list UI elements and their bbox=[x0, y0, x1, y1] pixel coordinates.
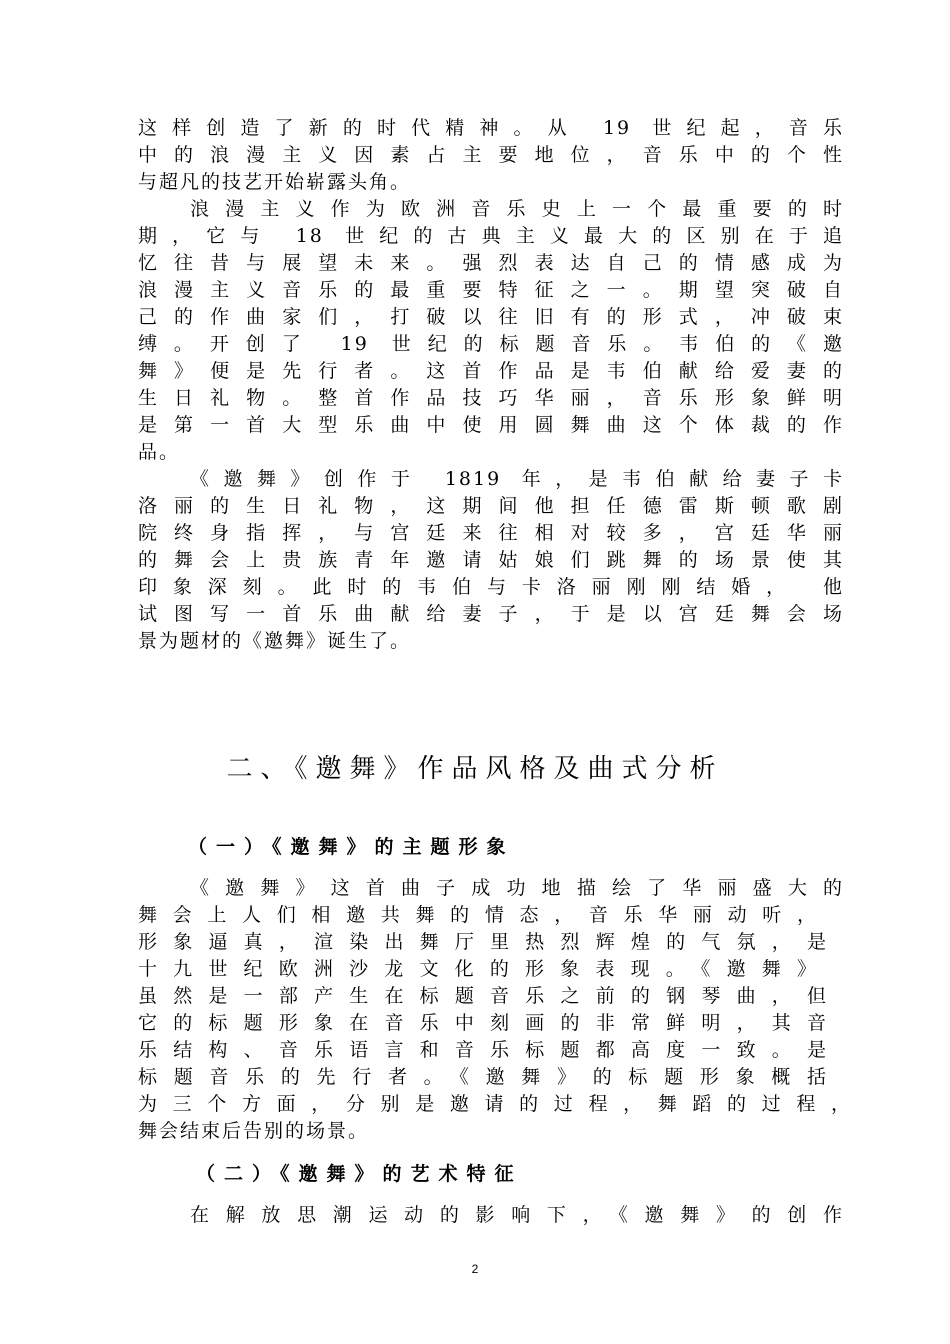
body-text-line: 《邀舞》创作于 1819 年，是韦伯献给妻子卡 bbox=[190, 468, 844, 490]
body-text-line: 品。 bbox=[138, 441, 181, 463]
body-text-line: 浪漫主义音乐的最重要特征之一。期望突破自 bbox=[138, 279, 844, 301]
body-text-line: 这样创造了新的时代精神。从 19 世纪起，音乐 bbox=[138, 117, 844, 139]
body-text-line: 《邀舞》这首曲子成功地描绘了华丽盛大的 bbox=[190, 877, 844, 899]
section-heading: 二、《邀舞》作品风格及曲式分析 bbox=[226, 754, 724, 784]
body-text-line: 中的浪漫主义因素占主要地位，音乐中的个性 bbox=[138, 144, 844, 166]
body-text-line: 试图写一首乐曲献给妻子，于是以宫廷舞会场 bbox=[138, 603, 844, 625]
body-text-line: 缚。开创了 19 世纪的标题音乐。韦伯的《邀 bbox=[138, 333, 844, 355]
body-text-line: 十九世纪欧洲沙龙文化的形象表现。《邀舞》 bbox=[138, 958, 818, 980]
body-text-line: 标题音乐的先行者。《邀舞》的标题形象概括 bbox=[138, 1066, 828, 1088]
subsection-heading: （一）《邀舞》的主题形象 bbox=[188, 836, 515, 858]
page-number: 2 bbox=[471, 1262, 479, 1276]
body-text-line: 忆往昔与展望未来。强烈表达自己的情感成为 bbox=[138, 252, 844, 274]
body-text-line: 期，它与 18 世纪的古典主义最大的区别在于追 bbox=[138, 225, 844, 247]
body-text-line: 为三个方面，分别是邀请的过程，舞蹈的过程， bbox=[138, 1093, 852, 1115]
body-text-line: 虽然是一部产生在标题音乐之前的钢琴曲，但 bbox=[138, 985, 828, 1007]
body-text-line: 的舞会上贵族青年邀请姑娘们跳舞的场景使其 bbox=[138, 549, 844, 571]
body-text-line: 在解放思潮运动的影响下，《邀舞》的创作 bbox=[190, 1204, 844, 1226]
body-text-line: 舞会结束后告别的场景。 bbox=[138, 1120, 370, 1142]
body-text-line: 洛丽的生日礼物，这期间他担任德雷斯顿歌剧 bbox=[138, 495, 844, 517]
body-text-line: 它的标题形象在音乐中刻画的非常鲜明，其音 bbox=[138, 1012, 828, 1034]
body-text-line: 院终身指挥，与宫廷来往相对较多，宫廷华丽 bbox=[138, 522, 844, 544]
subsection-heading: （二）《邀舞》的艺术特征 bbox=[196, 1163, 523, 1185]
body-text-line: 浪漫主义作为欧洲音乐史上一个最重要的时 bbox=[190, 198, 844, 220]
body-text-line: 乐结构、音乐语言和音乐标题都高度一致。是 bbox=[138, 1039, 828, 1061]
body-text-line: 舞会上人们相邀共舞的情态，音乐华丽动听， bbox=[138, 904, 818, 926]
body-text-line: 景为题材的《邀舞》诞生了。 bbox=[138, 630, 412, 652]
body-text-line: 是第一首大型乐曲中使用圆舞曲这个体裁的作 bbox=[138, 414, 844, 436]
body-text-line: 与超凡的技艺开始崭露头角。 bbox=[138, 171, 412, 193]
body-text-line: 生日礼物。整首作品技巧华丽，音乐形象鲜明 bbox=[138, 387, 844, 409]
body-text-line: 舞》便是先行者。这首作品是韦伯献给爱妻的 bbox=[138, 360, 844, 382]
body-text-line: 己的作曲家们，打破以往旧有的形式，冲破束 bbox=[138, 306, 844, 328]
body-text-line: 形象逼真，渲染出舞厅里热烈辉煌的气氛，是 bbox=[138, 931, 828, 953]
body-text-line: 印象深刻。此时的韦伯与卡洛丽刚刚结婚， 他 bbox=[138, 576, 844, 598]
